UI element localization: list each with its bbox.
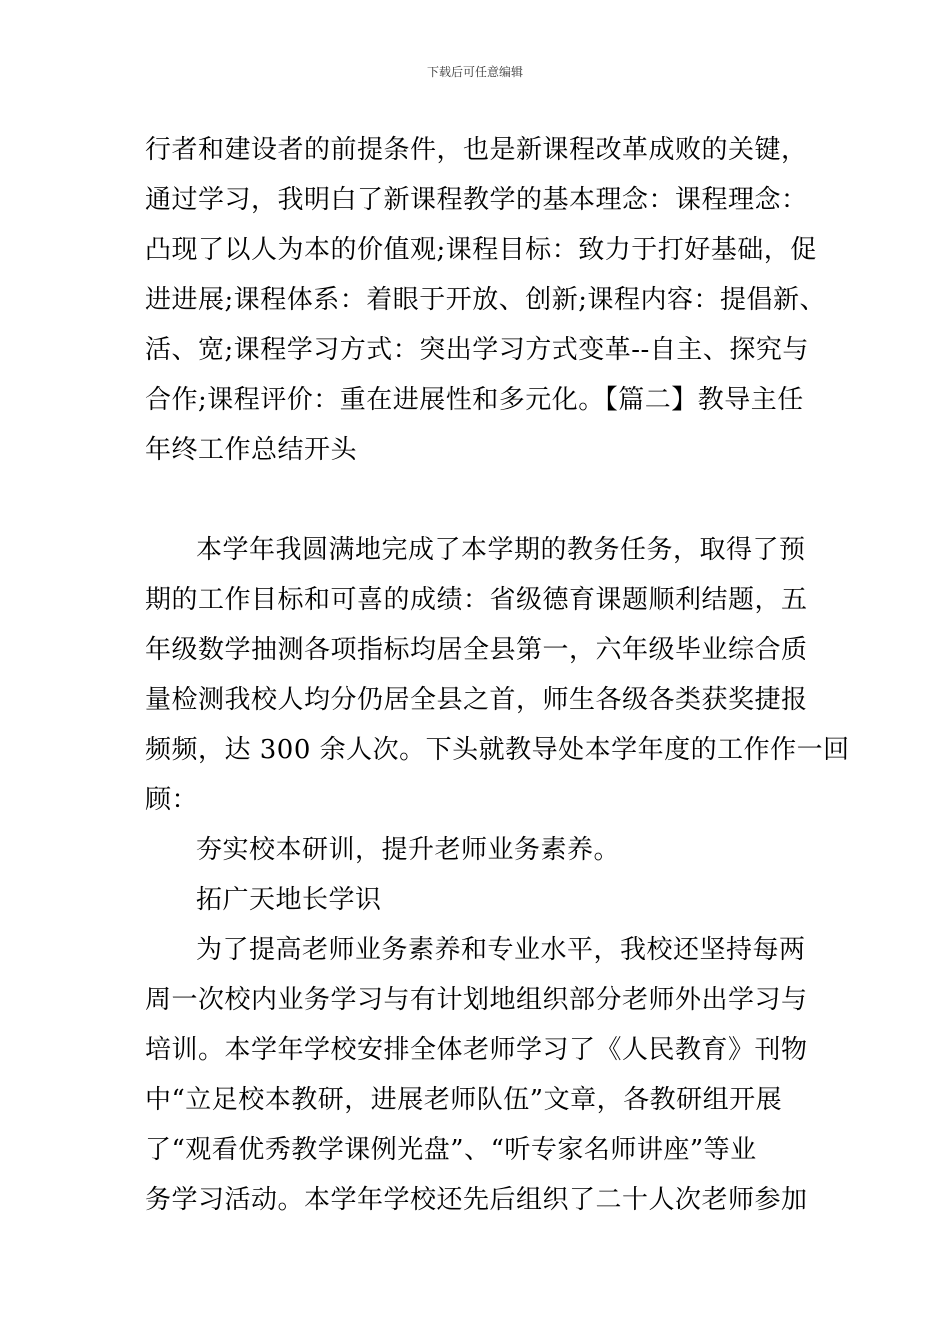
text-line: 通过学习，我明白了新课程教学的基本理念：课程理念： <box>145 185 808 215</box>
text-line: 凸现了以人为本的价值观;课程目标：致力于打好基础，促 <box>145 235 817 265</box>
text-line: 合作;课程评价：重在进展性和多元化。【篇二】教导主任 <box>145 385 804 415</box>
text-line: 进进展;课程体系：着眼于开放、创新;课程内容：提倡新、 <box>145 285 827 315</box>
text-line: 务学习活动。本学年学校还先后组织了二十人次老师参加 <box>145 1185 808 1215</box>
text-line: 年级数学抽测各项指标均居全县第一，六年级毕业综合质 <box>145 635 808 665</box>
text-line: 量检测我校人均分仍居全县之首，师生各级各类获奖捷报 <box>145 685 808 715</box>
text-line: 期的工作目标和可喜的成绩：省级德育课题顺利结题，五 <box>145 585 808 615</box>
text-line: 培训。本学年学校安排全体老师学习了《人民教育》刊物 <box>145 1035 808 1065</box>
subheading: 拓广天地长学识 <box>196 885 382 915</box>
paragraph-start: 本学年我圆满地完成了本学期的教务任务，取得了预 <box>196 535 806 565</box>
subheading: 夯实校本研训，提升老师业务素养。 <box>196 835 621 865</box>
text-line: 行者和建设者的前提条件，也是新课程改革成败的关键， <box>145 135 808 165</box>
text-line: 中“立足校本教研，进展老师队伍”文章，各教研组开展 <box>145 1085 783 1115</box>
text-line: 活、宽;课程学习方式：突出学习方式变革--自主、探究与 <box>145 335 809 365</box>
text-line: 周一次校内业务学习与有计划地组织部分老师外出学习与 <box>145 985 808 1015</box>
text-line: 了“观看优秀教学课例光盘”、“听专家名师讲座”等业 <box>145 1135 757 1165</box>
page-header: 下载后可任意编辑 <box>426 65 523 79</box>
section-heading: 年终工作总结开头 <box>145 435 358 465</box>
text-line: 频频，达 300 余人次。下头就教导处本学年度的工作作一回 <box>145 735 850 765</box>
paragraph-start: 为了提高老师业务素养和专业水平，我校还坚持每两 <box>196 935 806 965</box>
text-line: 顾： <box>145 785 199 815</box>
